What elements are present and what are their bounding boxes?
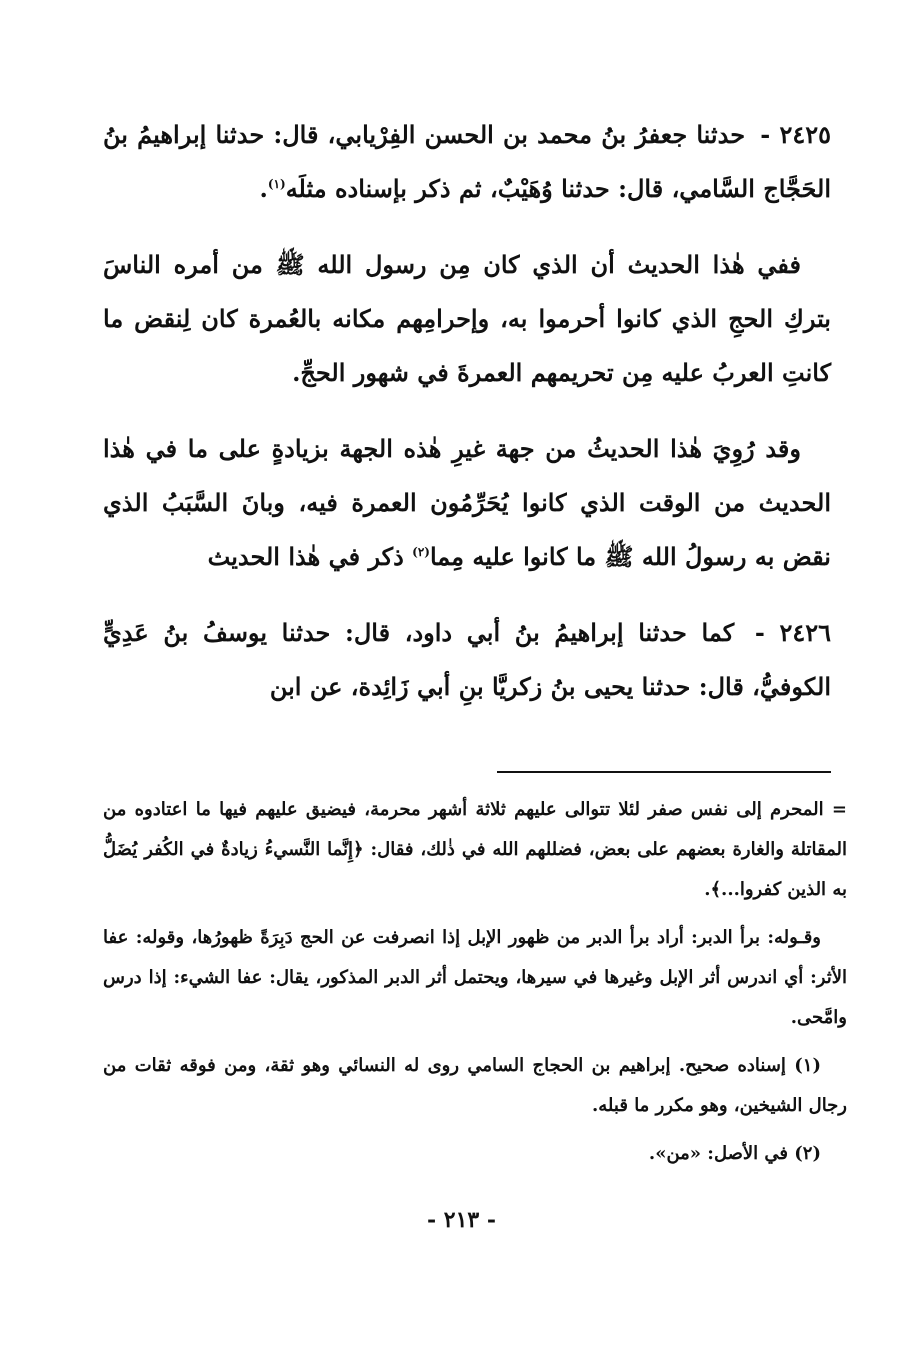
commentary-paragraph-2 bbox=[103, 422, 831, 584]
page-number: - ٢١٣ - bbox=[426, 1207, 497, 1233]
main-text bbox=[103, 108, 831, 736]
footnotes bbox=[103, 790, 847, 1182]
commentary-text-end: ذكر في هٰذا الحديث bbox=[207, 542, 413, 571]
footnote-1: (١) إسناده صحيح. إبراهيم بن الحجاج السامي روى له النسائي وهو ثقة، ومن فوقه ثقات من رجال الشيخين، وهو مكرر ما قبله. bbox=[103, 1055, 847, 1116]
hadith-text: حدثنا جعفرُ بنُ محمد بن الحسن الفِرْيابي، قال: حدثنا إبراهيمُ بنُ الحَجَّاج السَّامي، قال: حدثنا وُهَيْبٌ، ثم ذكر بإسناده مثلَه bbox=[103, 120, 831, 203]
footnote-2: (٢) في الأصل: «من». bbox=[648, 1143, 821, 1164]
commentary-text: وقد رُوِيَ هٰذا الحديثُ من جهة غيرِ هٰذه الجهة بزيادةٍ على ما في هٰذا الحديث من الوقت الذي كانوا يُحَرِّمُون العمرة فيه، وبانَ السَّبَبُ الذي نقض به رسولُ الله ﷺ ما كانوا عليه مِما bbox=[103, 434, 831, 571]
hadith-text-end: . bbox=[259, 174, 268, 203]
footnote-explanation: وقـوله: برأ الدبر: أراد برأ الدبر من ظهور الإبل إذا انصرفت عن الحج دَبِرَةً ظهورُها، وقوله: عفا الأثر: أي اندرس أثر الإبل وغيرها في سيرها، ويحتمل أثر الدبر المذكور، يقال: عفا الشيء: إذا درس وامَّحى. bbox=[103, 927, 847, 1028]
footnote-ref: (٢) bbox=[412, 545, 430, 559]
hadith-number: ٢٤٢٥ - bbox=[760, 120, 831, 149]
commentary-text: ففي هٰذا الحديث أن الذي كان مِن رسول الله ﷺ من أمره الناسَ بتركِ الحجِ الذي كانوا أحرموا به، وإحرامِهم مكانه بالعُمرة كان لِنقض ما كانتِ العربُ عليه مِن تحريمهم العمرةَ في شهور الحجِّ. bbox=[103, 250, 831, 387]
hadith-text: كما حدثنا إبراهيمُ بنُ أبي داود، قال: حدثنا يوسفُ بنُ عَدِيٍّ الكوفيُّ، قال: حدثنا يحيى بنُ زكريَّا بنِ أبي زَائِدة، عن ابن bbox=[103, 618, 831, 701]
hadith-2425 bbox=[103, 108, 831, 216]
hadith-number: ٢٤٢٦ - bbox=[754, 618, 831, 647]
hadith-2426 bbox=[103, 606, 831, 714]
footnote-continuation: = المحرم إلى نفس صفر لئلا تتوالى عليهم ثلاثة أشهر محرمة، فيضيق عليهم فيها ما اعتادوه من المقاتلة والغارة بعضهم على بعض، فضللهم الله في ذٰلك، فقال: ﴿إِنَّما النَّسيءُ زيادةٌ في الكُفر يُضَلُّ به الذين كفروا...﴾. bbox=[103, 799, 847, 900]
commentary-paragraph-1 bbox=[103, 238, 831, 400]
footnote-ref: (١) bbox=[267, 177, 286, 191]
footnote-separator bbox=[497, 771, 831, 773]
